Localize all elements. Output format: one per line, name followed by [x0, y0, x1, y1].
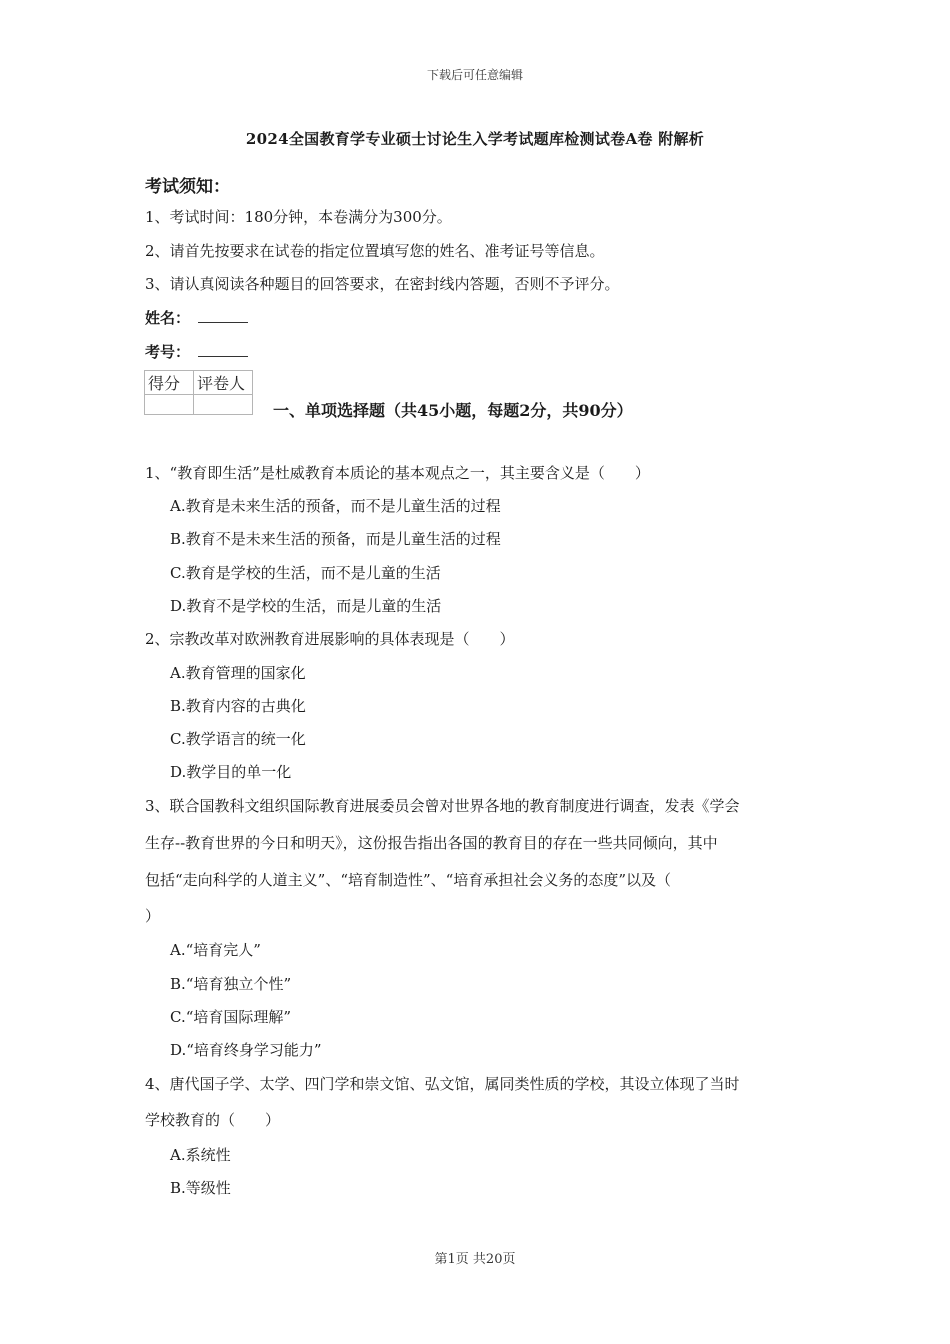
question-option: D.“培育终身学习能力”: [170, 1041, 322, 1059]
question-option: A.教育管理的国家化: [170, 664, 306, 682]
score-header: 得分: [145, 371, 194, 395]
question-option: C.教育是学校的生活，而不是儿童的生活: [170, 564, 441, 582]
name-label: 姓名：: [145, 309, 191, 327]
question-option: C.“培育国际理解”: [170, 1008, 292, 1026]
score-cell: [145, 395, 194, 415]
notice-item: 2、请首先按要求在试卷的指定位置填写您的姓名、准考证号等信息。: [145, 242, 605, 260]
question-option: C.教学语言的统一化: [170, 730, 306, 748]
question-option: D.教育不是学校的生活，而是儿童的生活: [170, 597, 442, 615]
question-stem: 包括“走向科学的人道主义”、“培育制造性”、“培育承担社会义务的态度”以及（: [145, 871, 672, 889]
question-stem: 4、唐代国子学、太学、四门学和崇文馆、弘文馆，属同类性质的学校，其设立体现了当时: [145, 1075, 740, 1093]
question-option: D.教学目的单一化: [170, 763, 292, 781]
exam-title: 2024全国教育学专业硕士讨论生入学考试题库检测试卷A卷 附解析: [245, 130, 705, 148]
notice-heading: 考试须知：: [145, 177, 230, 197]
question-option: A.教育是未来生活的预备，而不是儿童生活的过程: [170, 497, 501, 515]
grader-header: 评卷人: [194, 371, 253, 395]
question-stem: 2、宗教改革对欧洲教育进展影响的具体表现是（ ）: [145, 630, 515, 648]
name-field: [145, 307, 248, 328]
question-option: B.“培育独立个性”: [170, 975, 292, 993]
name-blank: [198, 308, 248, 323]
question-stem: 3、联合国教科文组织国际教育进展委员会曾对世界各地的教育制度进行调查，发表《学会: [145, 797, 740, 815]
id-label: 考号：: [145, 343, 191, 361]
page-header: 下载后可任意编辑: [426, 68, 523, 82]
page-footer: 第1页 共20页: [434, 1252, 516, 1267]
question-stem: 生存--教育世界的今日和明天》，这份报告指出各国的教育目的存在一些共同倾向，其中: [145, 834, 718, 852]
question-stem: 1、“教育即生活”是杜威教育本质论的基本观点之一，其主要含义是（ ）: [145, 464, 650, 482]
question-option: A.“培育完人”: [170, 941, 261, 959]
question-stem: ）: [145, 907, 161, 925]
question-option: B.教育内容的古典化: [170, 697, 306, 715]
question-stem: 学校教育的（ ）: [145, 1111, 281, 1129]
id-field: [145, 341, 248, 362]
section-heading: 一、单项选择题（共45小题，每题2分，共90分）: [273, 401, 633, 420]
id-blank: [198, 342, 248, 357]
question-option: A.系统性: [170, 1146, 231, 1164]
notice-item: 1、考试时间：180分钟，本卷满分为300分。: [145, 208, 452, 226]
question-option: B.等级性: [170, 1179, 231, 1197]
question-option: B.教育不是未来生活的预备，而是儿童生活的过程: [170, 530, 501, 548]
notice-item: 3、请认真阅读各种题目的回答要求，在密封线内答题，否则不予评分。: [145, 275, 620, 293]
grader-cell: [194, 395, 253, 415]
score-table: [144, 370, 253, 415]
